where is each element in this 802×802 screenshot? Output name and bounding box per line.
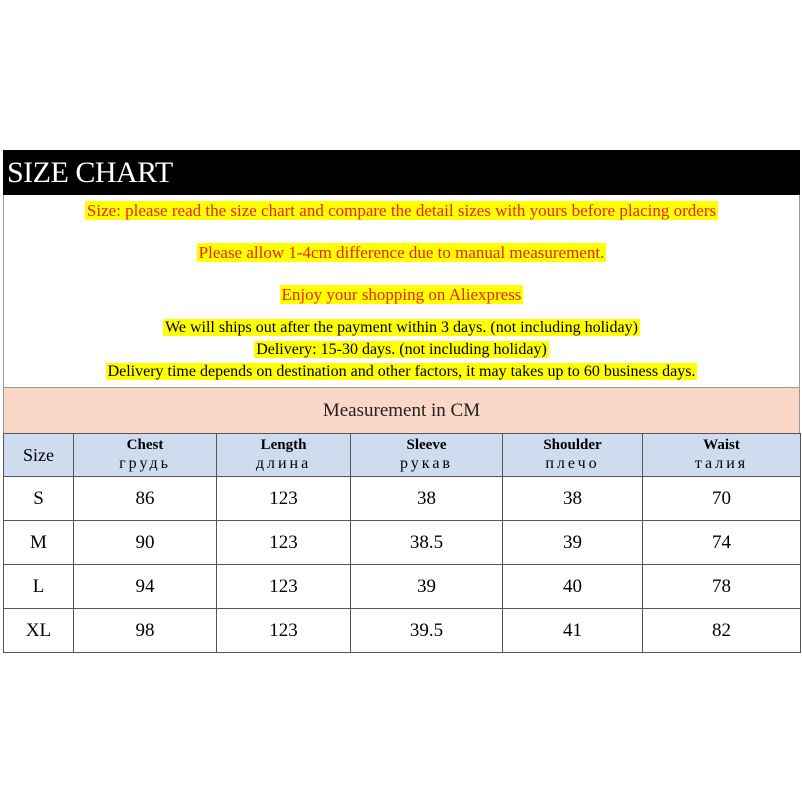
length-cell: 123 — [217, 521, 351, 565]
length-cell: 123 — [217, 565, 351, 609]
waist-cell: 78 — [643, 565, 801, 609]
waist-cell: 82 — [643, 609, 801, 653]
sleeve-cell: 38.5 — [351, 521, 503, 565]
chest-cell: 90 — [74, 521, 217, 565]
size-cell: L — [4, 565, 74, 609]
note-3: Enjoy your shopping on Aliexpress — [281, 285, 522, 304]
sleeve-cell: 39 — [351, 565, 503, 609]
note-6: Delivery time depends on destination and other factors, it may takes up to 60 business days. — [107, 363, 696, 380]
chart-title: SIZE CHART — [3, 150, 800, 195]
note-5: Delivery: 15-30 days. (not including holiday) — [256, 341, 547, 358]
table-row — [4, 477, 801, 521]
column-header-sleeve: Sleeve рукав — [351, 434, 503, 477]
sleeve-cell: 39.5 — [351, 609, 503, 653]
chest-cell: 86 — [74, 477, 217, 521]
table-row — [4, 609, 801, 653]
size-cell: M — [4, 521, 74, 565]
column-header-shoulder: Shoulder плечо — [503, 434, 643, 477]
size-cell: XL — [4, 609, 74, 653]
table-row — [4, 565, 801, 609]
chest-cell: 94 — [74, 565, 217, 609]
table-header-row — [4, 434, 801, 477]
measurement-label: Measurement in CM — [3, 387, 800, 433]
column-header-length: Length длина — [217, 434, 351, 477]
length-cell: 123 — [217, 609, 351, 653]
chest-cell: 98 — [74, 609, 217, 653]
note-4: We will ships out after the payment within 3 days. (not including holiday) — [165, 319, 638, 336]
waist-cell: 74 — [643, 521, 801, 565]
shoulder-cell: 38 — [503, 477, 643, 521]
size-chart — [3, 150, 800, 653]
shoulder-cell: 39 — [503, 521, 643, 565]
sleeve-cell: 38 — [351, 477, 503, 521]
note-2: Please allow 1-4cm difference due to manual measurement. — [198, 243, 605, 262]
note-1: Size: please read the size chart and compare the detail sizes with yours before placing orders — [86, 201, 717, 220]
notes-panel — [3, 195, 800, 387]
size-cell: S — [4, 477, 74, 521]
column-header-waist: Waist талия — [643, 434, 801, 477]
shoulder-cell: 40 — [503, 565, 643, 609]
column-header-chest: Chest грудь — [74, 434, 217, 477]
length-cell: 123 — [217, 477, 351, 521]
shoulder-cell: 41 — [503, 609, 643, 653]
size-table — [3, 433, 801, 653]
table-row — [4, 521, 801, 565]
waist-cell: 70 — [643, 477, 801, 521]
size-column-header: Size — [4, 434, 74, 477]
